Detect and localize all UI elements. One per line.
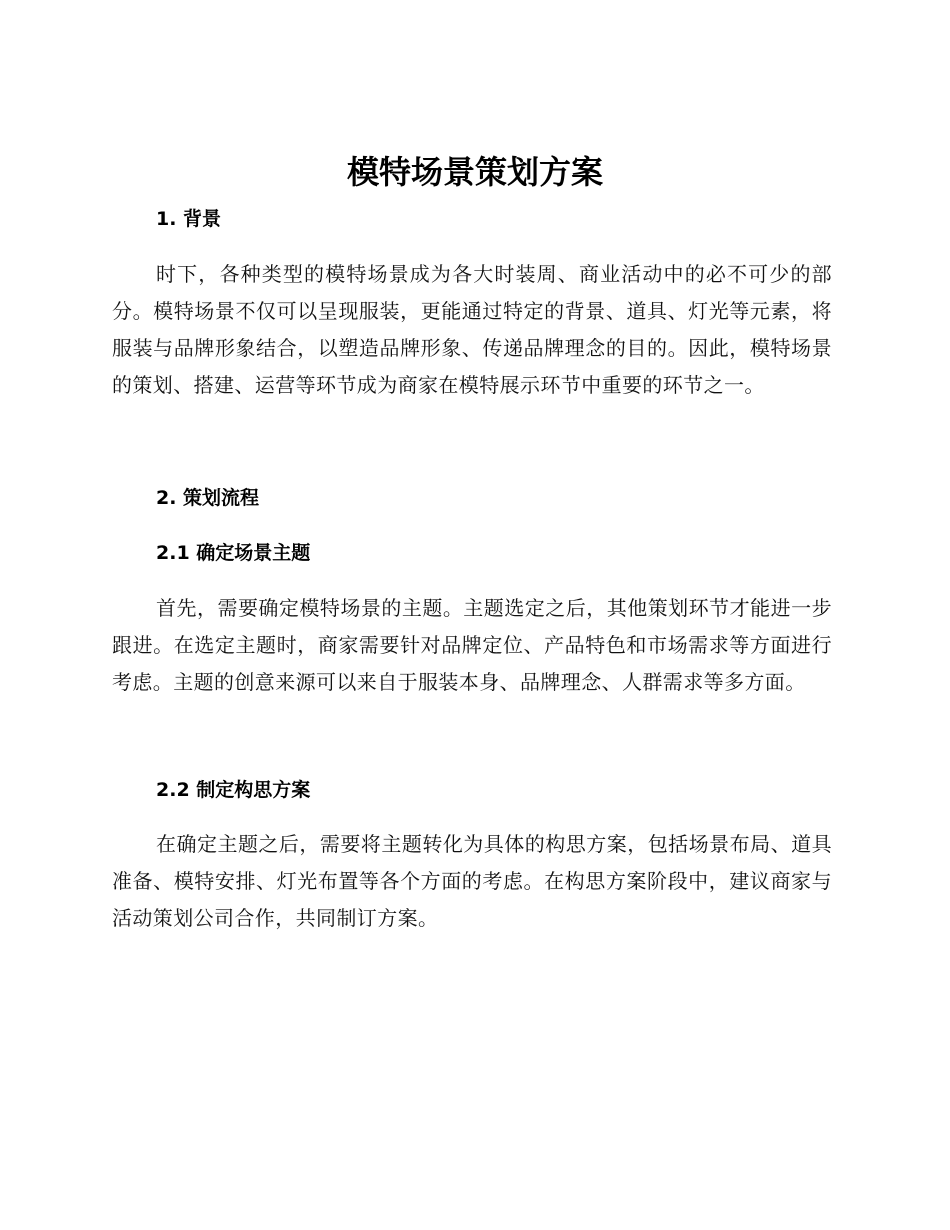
section-heading-theme: 2.1 确定场景主题: [156, 542, 311, 564]
paragraph-theme: 首先，需要确定模特场景的主题。主题选定之后，其他策划环节才能进一步跟进。在选定主题时，商家需要针对品牌定位、产品特色和市场需求等方面进行考虑。主题的创意来源可以来自于服装本身、品牌理念、人群需求等多方面。: [112, 596, 832, 694]
document-title: 模特场景策划方案: [346, 153, 603, 191]
section-heading-planning-process: 2. 策划流程: [156, 487, 260, 509]
paragraph-concept: 在确定主题之后，需要将主题转化为具体的构思方案，包括场景布局、道具准备、模特安排、灯光布置等各个方面的考虑。在构思方案阶段中，建议商家与活动策划公司合作，共同制订方案。: [112, 832, 832, 930]
section-heading-background: 1. 背景: [156, 208, 222, 230]
paragraph-background: 时下，各种类型的模特场景成为各大时装周、商业活动中的必不可少的部分。模特场景不仅可以呈现服装，更能通过特定的背景、道具、灯光等元素，将服装与品牌形象结合，以塑造品牌形象、传递品牌理念的目的。因此，模特场景的策划、搭建、运营等环节成为商家在模特展示环节中重要的环节之一。: [112, 262, 832, 397]
section-heading-concept: 2.2 制定构思方案: [156, 779, 311, 801]
